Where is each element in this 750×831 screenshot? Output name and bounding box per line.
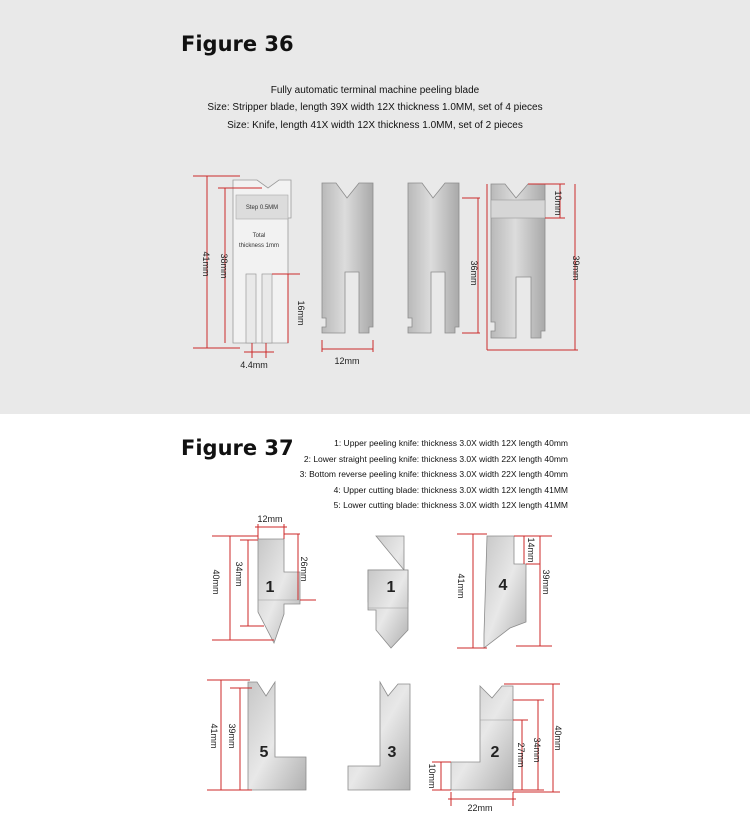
- figure-36-title: Figure 36: [181, 32, 294, 56]
- total-label-line-1: Total: [252, 233, 266, 239]
- bottom-reverse-peeling-knife: [348, 682, 410, 790]
- upper-peeling-knife-1: [258, 539, 300, 643]
- figure-36-panel: [0, 0, 750, 414]
- spec-line-3: 3: Bottom reverse peeling knife: thickness 3.0X width 22X length 40mm: [299, 469, 568, 479]
- figure-36-description-line-3: Size: Knife, length 41X width 12X thickness 1.0MM, set of 2 pieces: [227, 120, 523, 131]
- total-label-line-2: thickness 1mm: [238, 243, 280, 249]
- dim-41mm: 41mm: [201, 251, 211, 277]
- lower-cutting-blade: [248, 682, 306, 790]
- figure-37-panel: [0, 414, 750, 831]
- stripper-blade-photo-1: [322, 183, 373, 333]
- spec-line-1: 1: Upper peeling knife: thickness 3.0X width 12X length 40mm: [334, 438, 568, 448]
- knife-number-1a: 1: [265, 579, 275, 596]
- dim-38mm: 38mm: [219, 253, 229, 279]
- dim-41mm-b: 41mm: [209, 723, 219, 749]
- dim-12mm-b: 12mm: [257, 514, 283, 524]
- dim-39mm-a: 39mm: [541, 569, 551, 595]
- dim-36mm: 36mm: [469, 260, 479, 286]
- dim-16mm: 16mm: [296, 300, 306, 326]
- stripper-blade-photo-2: [408, 183, 459, 333]
- knife-number-4: 4: [498, 577, 508, 594]
- lower-straight-peeling-knife: [451, 686, 513, 790]
- knife-number-1b: 1: [386, 579, 396, 596]
- dim-41mm-a: 41mm: [456, 573, 466, 599]
- knife-number-2: 2: [490, 744, 500, 761]
- knife-number-3: 3: [387, 744, 397, 761]
- dim-27mm: 27mm: [516, 742, 526, 768]
- dim-39mm: 39mm: [571, 255, 581, 281]
- dim-40mm-b: 40mm: [553, 725, 563, 751]
- figure-36-description-line-1: Fully automatic terminal machine peeling blade: [270, 85, 480, 96]
- dim-4-4mm: 4.4mm: [240, 360, 268, 370]
- dim-40mm-a: 40mm: [211, 569, 221, 595]
- figure-37-title: Figure 37: [181, 436, 294, 460]
- dim-34mm-a: 34mm: [234, 561, 244, 587]
- dim-10mm: 10mm: [553, 190, 563, 216]
- dim-26mm: 26mm: [299, 556, 309, 582]
- figure-36-illustration: [0, 0, 750, 414]
- figure-37-illustration: [0, 414, 750, 831]
- dim-10mm-b: 10mm: [427, 763, 437, 789]
- step-band: [491, 200, 545, 218]
- step-label: Step 0.5MM: [245, 205, 279, 211]
- dim-34mm-b: 34mm: [532, 737, 542, 763]
- dim-14mm: 14mm: [526, 537, 536, 563]
- dim-12mm: 12mm: [334, 356, 360, 366]
- slot-left: [246, 274, 256, 343]
- slot-right: [262, 274, 272, 343]
- dim-22mm: 22mm: [467, 803, 493, 813]
- spec-line-5: 5: Lower cutting blade: thickness 3.0X width 12X length 41MM: [333, 500, 568, 510]
- spec-line-4: 4: Upper cutting blade: thickness 3.0X width 12X length 41MM: [333, 485, 568, 495]
- knife-number-5: 5: [259, 744, 269, 761]
- figure-36-description-line-2: Size: Stripper blade, length 39X width 12X thickness 1.0MM, set of 4 pieces: [207, 102, 543, 113]
- dim-39mm-b: 39mm: [227, 723, 237, 749]
- spec-line-2: 2: Lower straight peeling knife: thickness 3.0X width 22X length 40mm: [303, 454, 568, 464]
